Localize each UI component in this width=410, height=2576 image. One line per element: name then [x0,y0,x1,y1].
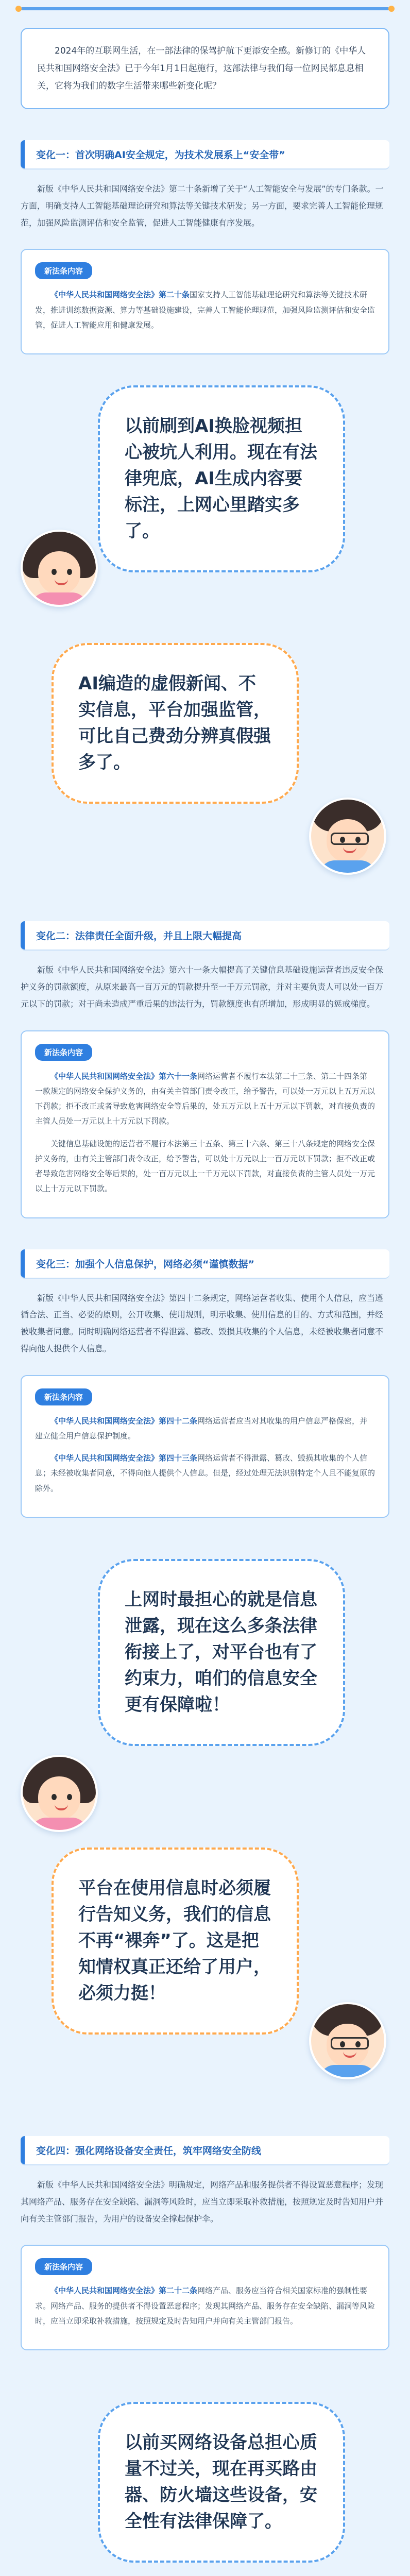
law-box-title: 新法条内容 [35,262,92,279]
law-item-lead: 《中华人民共和国网络安全法》第四十三条 [50,1453,198,1463]
law-box-2 [21,1030,389,1218]
law-item-text: 网络运营者应当对其收集的用户信息严格保密，并建立健全用户信息保护制度。 [35,1416,368,1440]
chat-bubble-text: 上网时最担心的就是信息泄露，现在这么多条法律衔接上了，对平台也有了约束力，咱们的信息安全更有保障啦！ [125,1589,317,1715]
chat-bubble [98,1559,345,1746]
top-decoration [0,0,410,18]
law-item-text: 国家支持人工智能基础理论研究和算法等关键技术研发，推进训练数据资源、算力等基础设施建设，完善人工智能伦理规范，加强风险监测评估和安全监管，促进人工智能应用和健康发展。 [35,290,375,330]
section-paragraph-2: 新版《中华人民共和国网络安全法》第六十一条大幅提高了关键信息基础设施运营者违反安全保护义务的罚款额度，从原来最高一百万元的罚款提升至一千万元罚款，并对主要负责人可以处一百万元以下的罚款；对于尚未造成严重后果的违法行为，罚款额度也有所增加，形成明显的惩戒梯度。 [21,965,384,1009]
law-item [35,2283,375,2329]
law-item-text: 网络产品、服务应当符合相关国家标准的强制性要求。网络产品、服务的提供者不得设置恶意程序；发现其网络产品、服务存在安全缺陷、漏洞等风险时，应当立即采取补救措施，按照规定及时告知用户并向有关主管部门报告。 [35,2286,375,2326]
section-header-1: 变化一：首次明确AI安全规定，为技术发展系上“安全带” [21,140,389,168]
chat-bubble [98,2402,345,2563]
chat-bubble-text: AI编造的虚假新闻、不实信息，平台加强监管，可比自己费劲分辨真假强多了。 [78,673,271,773]
section-header-3: 变化三：加强个人信息保护，网络必须“谨慎数据” [21,1249,389,1278]
section-paragraph-3: 新版《中华人民共和国网络安全法》第四十二条规定，网络运营者收集、使用个人信息，应当遵循合法、正当、必要的原则，公开收集、使用规则，明示收集、使用信息的目的、方式和范围，并经被收集者同意。同时明确网络运营者不得泄露、篡改、毁损其收集的个人信息，未经被收集者同意不得向他人提供个人信息。 [21,1293,384,1353]
intro-paragraph: 2024年的互联网生活，在一部法律的保驾护航下更添安全感。新修订的《中华人民共和国网络安全法》已于今年1月1日起施行，这部法律与我们每一位网民都息息相关，它将为我们的数字生活带来哪些新变化呢？ [21,28,389,109]
law-item-text: 关键信息基础设施的运营者不履行本法第三十五条、第三十六条、第三十八条规定的网络安全保护义务的，由有关主管部门责令改正，给予警告，可以处十万元以上一百万元以下罚款；拒不改正或者导致危害网络安全等后果的，处一百万元以上一千万元以下罚款，对直接负责的主管人员处一万元以上十万元以下罚款。 [35,1139,375,1194]
law-item-lead: 《中华人民共和国网络安全法》第二十条 [50,290,190,300]
law-item-lead: 《中华人民共和国网络安全法》第四十二条 [50,1416,198,1426]
avatar-male [309,2002,386,2079]
law-item-lead: 《中华人民共和国网络安全法》第二十二条 [50,2286,198,2296]
chat-scene-4 [21,2371,389,2576]
section-header-2: 变化二：法律责任全面升级，并且上限大幅提高 [21,921,389,950]
chat-bubble-text: 以前刷到AI换脸视频担心被坑人利用。现在有法律兜底，AI生成内容要标注，上网心里踏实多了。 [125,416,317,542]
law-box-title: 新法条内容 [35,2258,92,2275]
law-item-text: 网络运营者不履行本法第二十三条、第二十四条第一款规定的网络安全保护义务的，由有关主管部门责令改正，给予警告，可以处一万元以上五万元以下罚款；拒不改正或者导致危害网络安全等后果的，处五万元以上五十万元以下罚款，对直接负责的主管人员处一万元以上十万元以下罚款。 [35,1071,375,1126]
chat-scene-3 [21,1538,389,2105]
avatar-female [21,530,98,607]
avatar-female [21,1755,98,1832]
law-item [35,1451,375,1496]
law-box-3 [21,1375,389,1518]
law-box-1 [21,249,389,354]
chat-bubble [52,1848,299,2035]
law-item [35,1069,375,1129]
law-item [35,1137,375,1197]
chat-bubble-text: 平台在使用信息时必须履行告知义务，我们的信息不再“裸奔”了。这是把知情权真正还给了用户，必须力挺！ [78,1877,271,2004]
law-item-text: 网络运营者不得泄露、篡改、毁损其收集的个人信息；未经被收集者同意，不得向他人提供个人信息。但是，经过处理无法识别特定个人且不能复原的除外。 [35,1453,375,1493]
section-paragraph-4: 新版《中华人民共和国网络安全法》明确规定，网络产品和服务提供者不得设置恶意程序；发现其网络产品、服务存在安全缺陷、漏洞等风险时，应当立即采取补救措施，按照规定及时告知用户并向有关主管部门报告，为用户的设备安全撑起保护伞。 [21,2179,384,2224]
chat-bubble-text: 以前买网络设备总担心质量不过关，现在再买路由器、防火墙这些设备，安全性有法律保障了。 [125,2432,317,2532]
avatar-male [309,798,386,875]
law-item-lead: 《中华人民共和国网络安全法》第六十一条 [50,1071,198,1081]
law-box-title: 新法条内容 [35,1388,92,1405]
law-box-4 [21,2245,389,2350]
section-paragraph-1: 新版《中华人民共和国网络安全法》第二十条新增了关于“人工智能安全与发展”的专门条款。一方面，明确支持人工智能基础理论研究和算法等关键技术研发；另一方面，要求完善人工智能伦理规范，加强风险监测评估和安全监管，促进人工智能健康有序发展。 [21,184,384,228]
law-item [35,287,375,333]
section-header-4: 变化四：强化网络设备安全责任，筑牢网络安全防线 [21,2136,389,2164]
chat-bubble [52,643,299,804]
chat-scene-1 [21,375,389,890]
chat-bubble [98,385,345,572]
law-box-title: 新法条内容 [35,1044,92,1061]
law-item [35,1414,375,1444]
